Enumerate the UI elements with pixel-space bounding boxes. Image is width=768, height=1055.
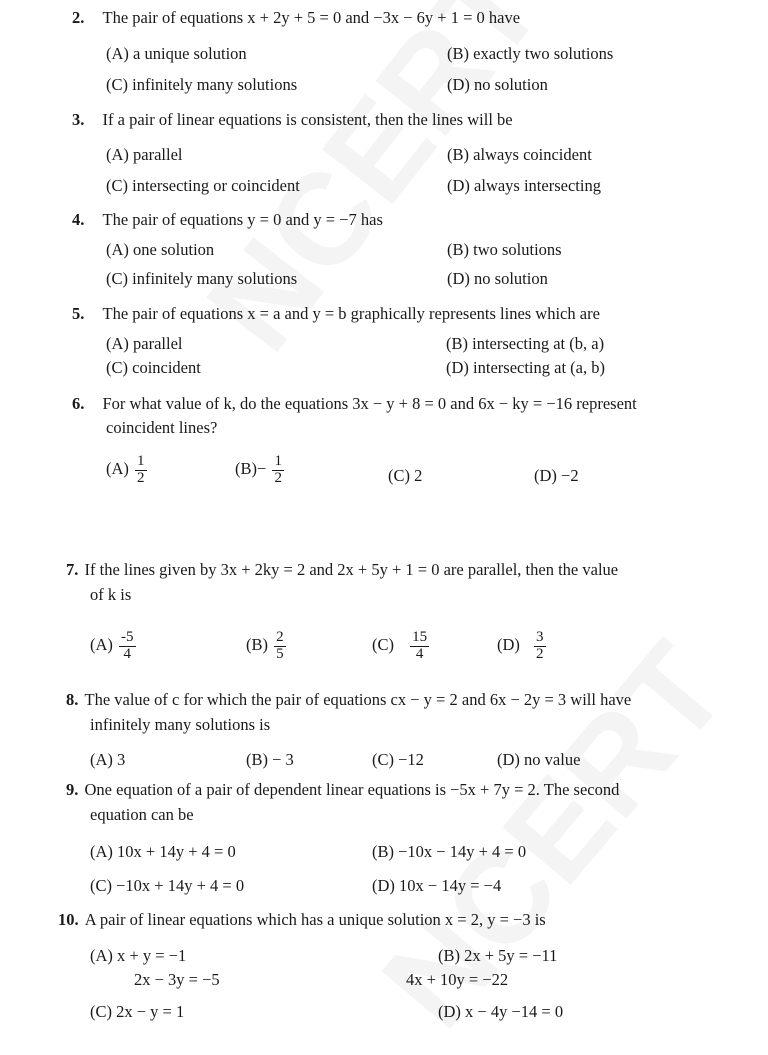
numerator: 1 <box>137 453 145 469</box>
option-c: (C) −10x + 14y + 4 = 0 <box>90 876 245 895</box>
question-8 <box>66 690 631 710</box>
denominator: 2 <box>536 645 544 662</box>
question-text: If the lines given by 3x + 2ky = 2 and 2x + 5y + 1 = 0 are parallel, then the value <box>84 560 619 579</box>
option-c: (C) infinitely many solutions <box>106 75 298 94</box>
fraction <box>272 454 284 487</box>
question-text-continued: of k is <box>90 585 132 604</box>
option-c <box>372 630 431 663</box>
option-label: (B) <box>235 459 257 479</box>
option-c: (C) 2 <box>388 466 423 485</box>
question-text: For what value of k, do the equations 3x − y + 8 = 0 and 6x − ky = −16 represent <box>102 394 637 413</box>
denominator: 2 <box>274 469 282 486</box>
option-label: (B) <box>246 635 268 655</box>
question-text-continued: equation can be <box>90 805 194 824</box>
question-3 <box>72 110 513 130</box>
question-number: 6. <box>72 394 85 413</box>
option-b-line1: (B) 2x + 5y = −11 <box>438 946 558 965</box>
option-d: (D) 10x − 14y = −4 <box>372 876 502 895</box>
question-number: 9. <box>66 780 79 799</box>
option-c: (C) 2x − y = 1 <box>90 1002 185 1021</box>
numerator: 3 <box>536 629 544 645</box>
option-a: (A) parallel <box>106 145 183 164</box>
fraction <box>135 454 147 487</box>
option-a: (A) 3 <box>90 750 126 769</box>
question-number: 8. <box>66 690 79 709</box>
fraction <box>410 630 429 663</box>
option-d: (D) −2 <box>534 466 579 485</box>
fraction <box>119 630 136 663</box>
option-d: (D) no solution <box>447 269 548 288</box>
question-9 <box>66 780 619 800</box>
option-b-line2: 4x + 10y = −22 <box>406 970 509 989</box>
option-b <box>246 630 288 663</box>
option-a: (A) 10x + 14y + 4 = 0 <box>90 842 236 861</box>
option-b: (B) intersecting at (b, a) <box>446 334 605 353</box>
option-c: (C) infinitely many solutions <box>106 269 298 288</box>
option-d: (D) x − 4y −14 = 0 <box>438 1002 564 1021</box>
option-c: (C) −12 <box>372 750 424 769</box>
question-6 <box>72 394 637 414</box>
question-10 <box>58 910 546 930</box>
option-b: (B) always coincident <box>447 145 592 164</box>
option-a <box>90 630 138 663</box>
question-text: The value of c for which the pair of equations cx − y = 2 and 6x − 2y = 3 will have <box>84 690 632 709</box>
question-number: 10. <box>58 910 79 929</box>
fraction <box>534 630 546 663</box>
numerator: 1 <box>274 453 282 469</box>
question-number: 3. <box>72 110 85 129</box>
option-d: (D) no solution <box>447 75 548 94</box>
option-a: (A) a unique solution <box>106 44 247 63</box>
option-a: (A) parallel <box>106 334 183 353</box>
question-number: 5. <box>72 304 85 323</box>
option-b <box>235 454 286 487</box>
question-text: One equation of a pair of dependent linear equations is −5x + 7y = 2. The second <box>84 780 620 799</box>
option-a <box>106 454 149 487</box>
question-number: 4. <box>72 210 85 229</box>
option-label: (D) <box>497 635 520 655</box>
option-b: (B) two solutions <box>447 240 562 259</box>
option-label: (A) <box>90 635 113 655</box>
question-text: The pair of equations x + 2y + 5 = 0 and −3x − 6y + 1 = 0 have <box>102 8 521 27</box>
option-a-line1: (A) x + y = −1 <box>90 946 187 965</box>
question-5 <box>72 304 600 324</box>
question-text: If a pair of linear equations is consistent, then the lines will be <box>102 110 513 129</box>
question-number: 2. <box>72 8 85 27</box>
option-d <box>497 630 548 663</box>
option-label: (A) <box>106 459 129 479</box>
fraction <box>274 630 286 663</box>
option-c: (C) coincident <box>106 358 201 377</box>
option-b: (B) − 3 <box>246 750 294 769</box>
question-text: The pair of equations x = a and y = b graphically represents lines which are <box>102 304 600 323</box>
denominator: 2 <box>137 469 145 486</box>
denominator: 5 <box>276 645 284 662</box>
option-c: (C) intersecting or coincident <box>106 176 300 195</box>
option-d: (D) always intersecting <box>447 176 601 195</box>
option-d: (D) no value <box>497 750 581 769</box>
question-text: A pair of linear equations which has a unique solution x = 2, y = −3 is <box>84 910 546 929</box>
denominator: 4 <box>123 645 132 662</box>
question-text-continued: coincident lines? <box>106 418 218 437</box>
numerator: 2 <box>276 629 284 645</box>
numerator: -5 <box>121 629 134 645</box>
question-text: The pair of equations y = 0 and y = −7 has <box>102 210 383 229</box>
question-number: 7. <box>66 560 79 579</box>
option-a-line2: 2x − 3y = −5 <box>134 970 220 989</box>
option-b: (B) −10x − 14y + 4 = 0 <box>372 842 527 861</box>
option-b: (B) exactly two solutions <box>447 44 614 63</box>
denominator: 4 <box>415 645 424 662</box>
question-4 <box>72 210 383 230</box>
question-text-continued: infinitely many solutions is <box>90 715 271 734</box>
option-d: (D) intersecting at (a, b) <box>446 358 605 377</box>
question-2 <box>72 8 520 28</box>
option-a: (A) one solution <box>106 240 215 259</box>
option-label: (C) <box>372 635 394 655</box>
question-7 <box>66 560 618 580</box>
numerator: 15 <box>412 629 428 645</box>
minus-sign: − <box>257 459 267 479</box>
